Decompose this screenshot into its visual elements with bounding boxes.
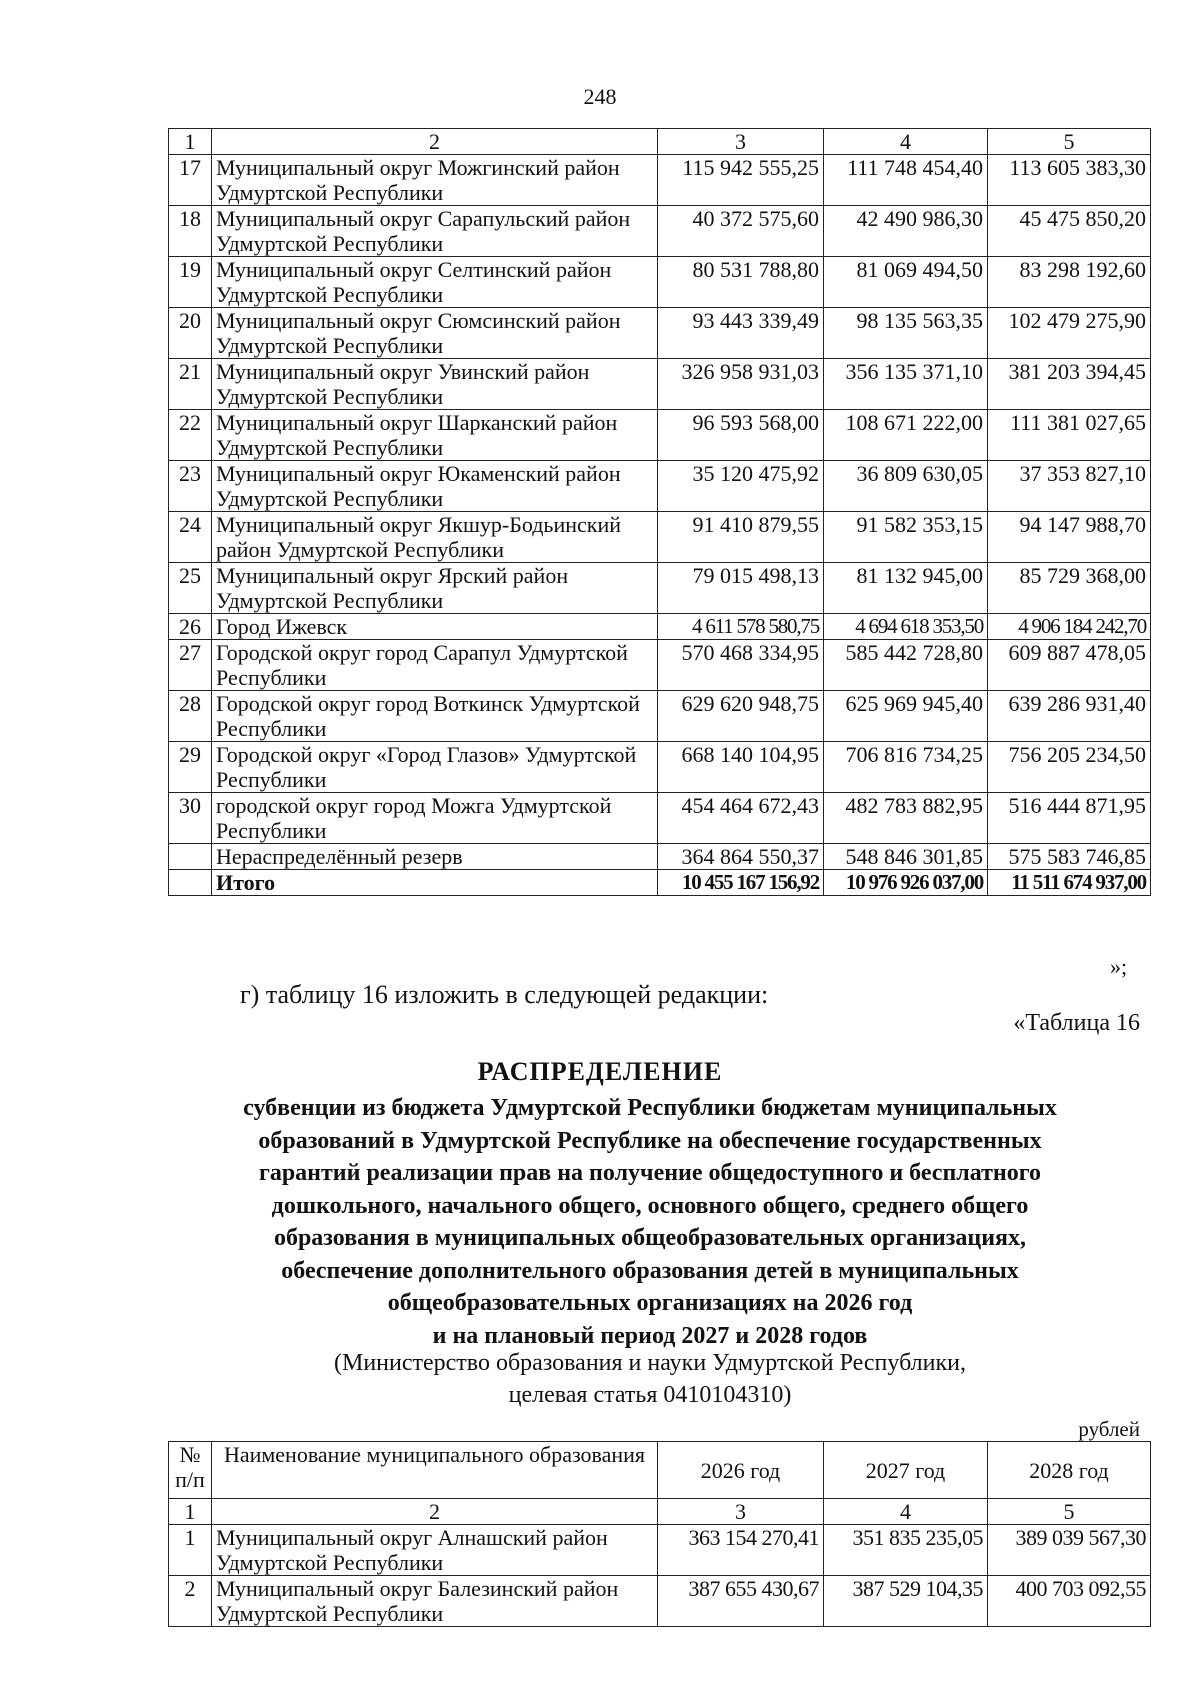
amount-2028: 4 906 184 242,70: [988, 614, 1151, 640]
municipality-name: Город Ижевск: [212, 614, 658, 640]
amount-2028: 381 203 394,45: [988, 359, 1151, 410]
municipality-name: Муниципальный округ Якшур-Бодьинский район Удмуртской Республики: [212, 512, 658, 563]
municipality-name: Городской округ город Сарапул Удмуртской Республики: [212, 640, 658, 691]
amount-2027: 98 135 563,35: [824, 308, 988, 359]
amount-2027: 351 835 235,05: [824, 1525, 988, 1576]
amount-2026: 387 655 430,67: [658, 1576, 824, 1627]
row-number-empty: [169, 844, 212, 870]
row-number: 29: [169, 742, 212, 793]
amount-2027: 387 529 104,35: [824, 1576, 988, 1627]
header-2027: 2027 год: [824, 1442, 988, 1499]
row-number: 19: [169, 257, 212, 308]
amount-2026: 91 410 879,55: [658, 512, 824, 563]
table-row: [169, 742, 1151, 793]
amount-2026: 629 620 948,75: [658, 691, 824, 742]
total-label: Итого: [212, 870, 658, 896]
reserve-2028: 575 583 746,85: [988, 844, 1151, 870]
table-row: [169, 691, 1151, 742]
col-number-1: 1: [169, 129, 212, 155]
column-number-row: [169, 129, 1151, 155]
row-number: 25: [169, 563, 212, 614]
col-number-4: 4: [824, 1499, 988, 1525]
amount-2027: 36 809 630,05: [824, 461, 988, 512]
total-2027: 10 976 926 037,00: [824, 870, 988, 896]
amount-2028: 516 444 871,95: [988, 793, 1151, 844]
row-number: 27: [169, 640, 212, 691]
header-name: Наименование муниципального образования: [212, 1442, 658, 1499]
header-2028: 2028 год: [988, 1442, 1151, 1499]
ministry-note: [160, 1347, 1140, 1411]
amount-2026: 80 531 788,80: [658, 257, 824, 308]
table-row: [169, 640, 1151, 691]
row-number: 21: [169, 359, 212, 410]
table-row: [169, 155, 1151, 206]
table16-column-number-row: [169, 1499, 1151, 1525]
municipality-name: Муниципальный округ Увинский район Удмуртской Республики: [212, 359, 658, 410]
municipality-name: Муниципальный округ Сюмсинский район Удмуртской Республики: [212, 308, 658, 359]
row-number-empty: [169, 870, 212, 896]
ministry-line: целевая статья 0410104310): [508, 1382, 792, 1408]
municipality-name: Муниципальный округ Можгинский район Удмуртской Республики: [212, 155, 658, 206]
amount-2028: 400 703 092,55: [988, 1576, 1151, 1627]
subtitle-line: гарантий реализации прав на получение общедоступного и бесплатного: [258, 1160, 1042, 1186]
amount-2027: 4 694 618 353,50: [824, 614, 988, 640]
row-number: 24: [169, 512, 212, 563]
col-number-3: 3: [658, 1499, 824, 1525]
subtitle-line: субвенции из бюджета Удмуртской Республики бюджетам муниципальных: [243, 1095, 1057, 1121]
subtitle-line: общеобразовательных организациях на 2026 год: [387, 1290, 913, 1316]
table-row: [169, 410, 1151, 461]
col-number-4: 4: [824, 129, 988, 155]
table-row: [169, 512, 1151, 563]
amount-2028: 111 381 027,65: [988, 410, 1151, 461]
amount-2027: 356 135 371,10: [824, 359, 988, 410]
amount-2027: 42 490 986,30: [824, 206, 988, 257]
row-number: 2: [169, 1576, 212, 1627]
amount-2026: 115 942 555,25: [658, 155, 824, 206]
table-row: [169, 1576, 1151, 1627]
amount-2027: 108 671 222,00: [824, 410, 988, 461]
amount-2028: 45 475 850,20: [988, 206, 1151, 257]
row-number: 20: [169, 308, 212, 359]
amount-2026: 363 154 270,41: [658, 1525, 824, 1576]
table-row: [169, 563, 1151, 614]
subtitle-line: образования в муниципальных общеобразовательных организациях,: [273, 1225, 1027, 1251]
amount-2027: 81 132 945,00: [824, 563, 988, 614]
amount-2028: 639 286 931,40: [988, 691, 1151, 742]
allocation-table-continued: [168, 128, 1151, 896]
total-row: [169, 870, 1151, 896]
amount-2027: 111 748 454,40: [824, 155, 988, 206]
subtitle-line: дошкольного, начального общего, основного общего, среднего общего: [271, 1192, 1029, 1219]
table-row: [169, 793, 1151, 844]
table-row: [169, 614, 1151, 640]
amount-2026: 35 120 475,92: [658, 461, 824, 512]
col-number-1: 1: [169, 1499, 212, 1525]
amount-2027: 706 816 734,25: [824, 742, 988, 793]
col-number-5: 5: [988, 1499, 1151, 1525]
row-number: 28: [169, 691, 212, 742]
subtitle-line: образований в Удмуртской Республике на обеспечение государственных: [258, 1127, 1042, 1154]
document-title: РАСПРЕДЕЛЕНИЕ: [477, 1057, 723, 1086]
document-subtitle: [160, 1092, 1140, 1352]
reserve-2027: 548 846 301,85: [824, 844, 988, 870]
amount-2028: 83 298 192,60: [988, 257, 1151, 308]
amount-2028: 389 039 567,30: [988, 1525, 1151, 1576]
municipality-name: Муниципальный округ Шарканский район Удмуртской Республики: [212, 410, 658, 461]
amount-2027: 482 783 882,95: [824, 793, 988, 844]
municipality-name: Городской округ «Город Глазов» Удмуртской Республики: [212, 742, 658, 793]
municipality-name: Муниципальный округ Юкаменский район Удмуртской Республики: [212, 461, 658, 512]
header-number: № п/п: [169, 1442, 212, 1499]
amount-2028: 113 605 383,30: [988, 155, 1151, 206]
allocation-table-16: [168, 1441, 1151, 1627]
header-2026: 2026 год: [658, 1442, 824, 1499]
table-reference: «Таблица 16: [1013, 1010, 1140, 1036]
amount-2026: 93 443 339,49: [658, 308, 824, 359]
amount-2028: 609 887 478,05: [988, 640, 1151, 691]
reserve-2026: 364 864 550,37: [658, 844, 824, 870]
row-number: 26: [169, 614, 212, 640]
amount-2026: 40 372 575,60: [658, 206, 824, 257]
table-row: [169, 257, 1151, 308]
amount-2026: 79 015 498,13: [658, 563, 824, 614]
amount-2026: 668 140 104,95: [658, 742, 824, 793]
ministry-line: (Министерство образования и науки Удмуртской Республики,: [333, 1350, 966, 1376]
amount-2027: 625 969 945,40: [824, 691, 988, 742]
municipality-name: Муниципальный округ Алнашский район Удмуртской Республики: [212, 1525, 658, 1576]
amount-2026: 454 464 672,43: [658, 793, 824, 844]
subtitle-line: обеспечение дополнительного образования детей в муниципальных: [281, 1257, 1019, 1284]
total-2028: 11 511 674 937,00: [988, 870, 1151, 896]
municipality-name: Муниципальный округ Ярский район Удмуртской Республики: [212, 563, 658, 614]
amount-2027: 81 069 494,50: [824, 257, 988, 308]
row-number: 22: [169, 410, 212, 461]
row-number: 17: [169, 155, 212, 206]
table-row: [169, 359, 1151, 410]
table16-body: [169, 1442, 1151, 1627]
municipality-name: городской округ город Можга Удмуртской Республики: [212, 793, 658, 844]
units-label: рублей: [1078, 1417, 1140, 1441]
amount-2026: 4 611 578 580,75: [658, 614, 824, 640]
amount-2026: 96 593 568,00: [658, 410, 824, 461]
amount-2027: 91 582 353,15: [824, 512, 988, 563]
amendment-instruction: г) таблицу 16 изложить в следующей редакции:: [240, 980, 769, 1009]
row-number: 23: [169, 461, 212, 512]
row-number: 30: [169, 793, 212, 844]
page-number: 248: [583, 84, 617, 109]
municipality-name: Муниципальный округ Селтинский район Удмуртской Республики: [212, 257, 658, 308]
municipality-name: Муниципальный округ Балезинский район Удмуртской Республики: [212, 1576, 658, 1627]
amount-2027: 585 442 728,80: [824, 640, 988, 691]
subtitle-line: и на плановый период 2027 и 2028 годов: [432, 1322, 868, 1349]
closing-quote: »;: [1110, 954, 1128, 979]
table-row: [169, 308, 1151, 359]
col-number-2: 2: [212, 129, 658, 155]
amount-2028: 102 479 275,90: [988, 308, 1151, 359]
col-number-5: 5: [988, 129, 1151, 155]
table-row: [169, 1525, 1151, 1576]
reserve-row: [169, 844, 1151, 870]
allocation-table-body: [169, 129, 1151, 896]
table-row: [169, 206, 1151, 257]
reserve-label: Нераспределённый резерв: [212, 844, 658, 870]
row-number: 18: [169, 206, 212, 257]
municipality-name: Городской округ город Воткинск Удмуртской Республики: [212, 691, 658, 742]
table16-header-row: [169, 1442, 1151, 1499]
amount-2028: 37 353 827,10: [988, 461, 1151, 512]
col-number-3: 3: [658, 129, 824, 155]
row-number: 1: [169, 1525, 212, 1576]
amount-2026: 326 958 931,03: [658, 359, 824, 410]
amount-2028: 94 147 988,70: [988, 512, 1151, 563]
total-2026: 10 455 167 156,92: [658, 870, 824, 896]
amount-2028: 756 205 234,50: [988, 742, 1151, 793]
amount-2028: 85 729 368,00: [988, 563, 1151, 614]
amount-2026: 570 468 334,95: [658, 640, 824, 691]
col-number-2: 2: [212, 1499, 658, 1525]
table-row: [169, 461, 1151, 512]
municipality-name: Муниципальный округ Сарапульский район Удмуртской Республики: [212, 206, 658, 257]
